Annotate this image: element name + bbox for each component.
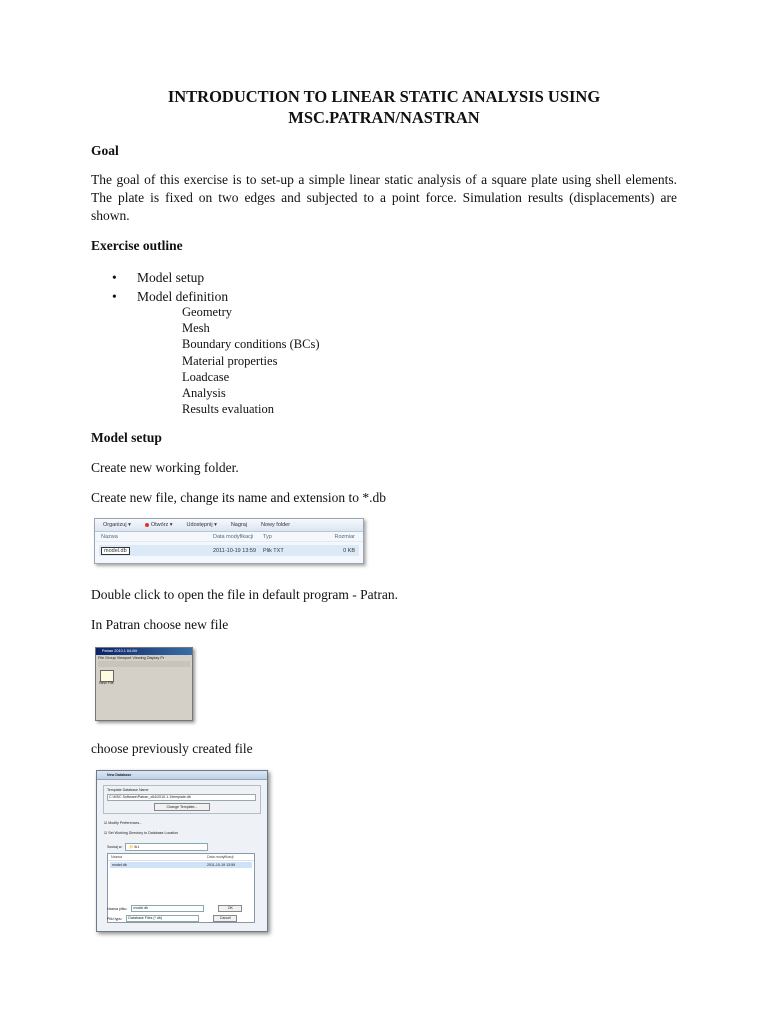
step-open-patran: Double click to open the file in default program - Patran. bbox=[91, 587, 399, 602]
template-path-field: C:\MSC.Software\Patran_x64\2010.1.1\template.db bbox=[107, 794, 256, 801]
toolbar-item: Nowy folder bbox=[261, 522, 291, 528]
cancel-button: Cancel bbox=[213, 915, 237, 922]
model-definition-subitems bbox=[182, 304, 320, 417]
toolbar-item: Otwórz ▾ bbox=[145, 522, 173, 528]
subitem: Results evaluation bbox=[182, 402, 274, 417]
filetype-row: Pliki typu: Database Files (*.db) Cancel bbox=[107, 915, 237, 922]
look-in-combo: 📁 lb1 bbox=[125, 843, 208, 851]
ok-button: OK bbox=[218, 905, 242, 912]
model-setup-heading: Model setup bbox=[91, 430, 162, 445]
template-group bbox=[103, 785, 261, 814]
step-choose-file: choose previously created file bbox=[91, 741, 253, 756]
change-template-button: Change Template... bbox=[154, 803, 210, 811]
explorer-file-row: model.db 2011-10-19 13:59 Plik TXT 0 KB bbox=[99, 545, 359, 556]
subitem: Boundary conditions (BCs) bbox=[182, 337, 320, 352]
subitem: Analysis bbox=[182, 386, 226, 401]
file-list bbox=[107, 853, 255, 923]
step-create-folder: Create new working folder. bbox=[91, 460, 239, 475]
look-in-label: Szukaj w: bbox=[107, 845, 123, 849]
dialog-title: New Database bbox=[97, 771, 267, 780]
modify-preferences-checkbox: ☑ Modify Preferences... bbox=[104, 821, 143, 825]
toolbar-item: Udostępnij ▾ bbox=[186, 522, 217, 528]
goal-paragraph: The goal of this exercise is to set-up a simple linear static analysis of a square plate using shell elements. The plate is fixed on two edges and subjected to a point force. Simulation results (displacements) are shown. bbox=[91, 172, 677, 223]
goal-heading: Goal bbox=[91, 143, 119, 158]
subitem: Mesh bbox=[182, 321, 210, 336]
filename-row: Nazwa pliku: model.db OK bbox=[107, 905, 242, 912]
explorer-screenshot bbox=[94, 518, 364, 564]
set-working-dir-checkbox: ☑ Set Working Directory to Database Location bbox=[104, 831, 179, 835]
document-title: INTRODUCTION TO LINEAR STATIC ANALYSIS USING MSC.PATRAN/NASTRAN bbox=[167, 87, 601, 127]
bullet-item: • Model setup bbox=[112, 270, 205, 285]
file-list-row: model.db 2011-10-19 13:59 bbox=[110, 862, 252, 868]
bullet-item: • Model definition bbox=[112, 289, 229, 304]
filename-field: model.db bbox=[131, 905, 204, 912]
subitem: Loadcase bbox=[182, 369, 230, 384]
new-file-label: New File bbox=[99, 681, 114, 685]
file-name-edit: model.db bbox=[101, 547, 130, 555]
patran-title-bar: Patran 2010.1 64-Bit bbox=[96, 648, 192, 655]
step-create-file: Create new file, change its name and extension to *.db bbox=[91, 490, 387, 505]
explorer-toolbar bbox=[95, 519, 363, 532]
patran-screenshot bbox=[95, 647, 193, 721]
patran-toolbar bbox=[98, 661, 190, 667]
new-database-dialog-screenshot bbox=[96, 770, 268, 932]
subitem: Geometry bbox=[182, 305, 232, 319]
subitem: Material properties bbox=[182, 353, 278, 368]
filetype-combo: Database Files (*.db) bbox=[126, 915, 199, 922]
toolbar-item: Organizuj ▾ bbox=[103, 522, 131, 528]
outline-bullet-list bbox=[112, 268, 228, 306]
step-new-file: In Patran choose new file bbox=[91, 617, 229, 632]
patran-menu-bar: File Group Viewport Viewing Display Pr bbox=[98, 656, 165, 660]
outline-heading: Exercise outline bbox=[91, 238, 183, 253]
explorer-column-headers: Nazwa Data modyfikacji Typ Rozmiar bbox=[95, 532, 363, 542]
template-label: Template Database Name bbox=[107, 788, 149, 792]
chrome-icon bbox=[145, 523, 149, 527]
file-list-header: Nazwa Data modyfikacji bbox=[108, 854, 254, 861]
toolbar-item: Nagraj bbox=[230, 522, 248, 528]
